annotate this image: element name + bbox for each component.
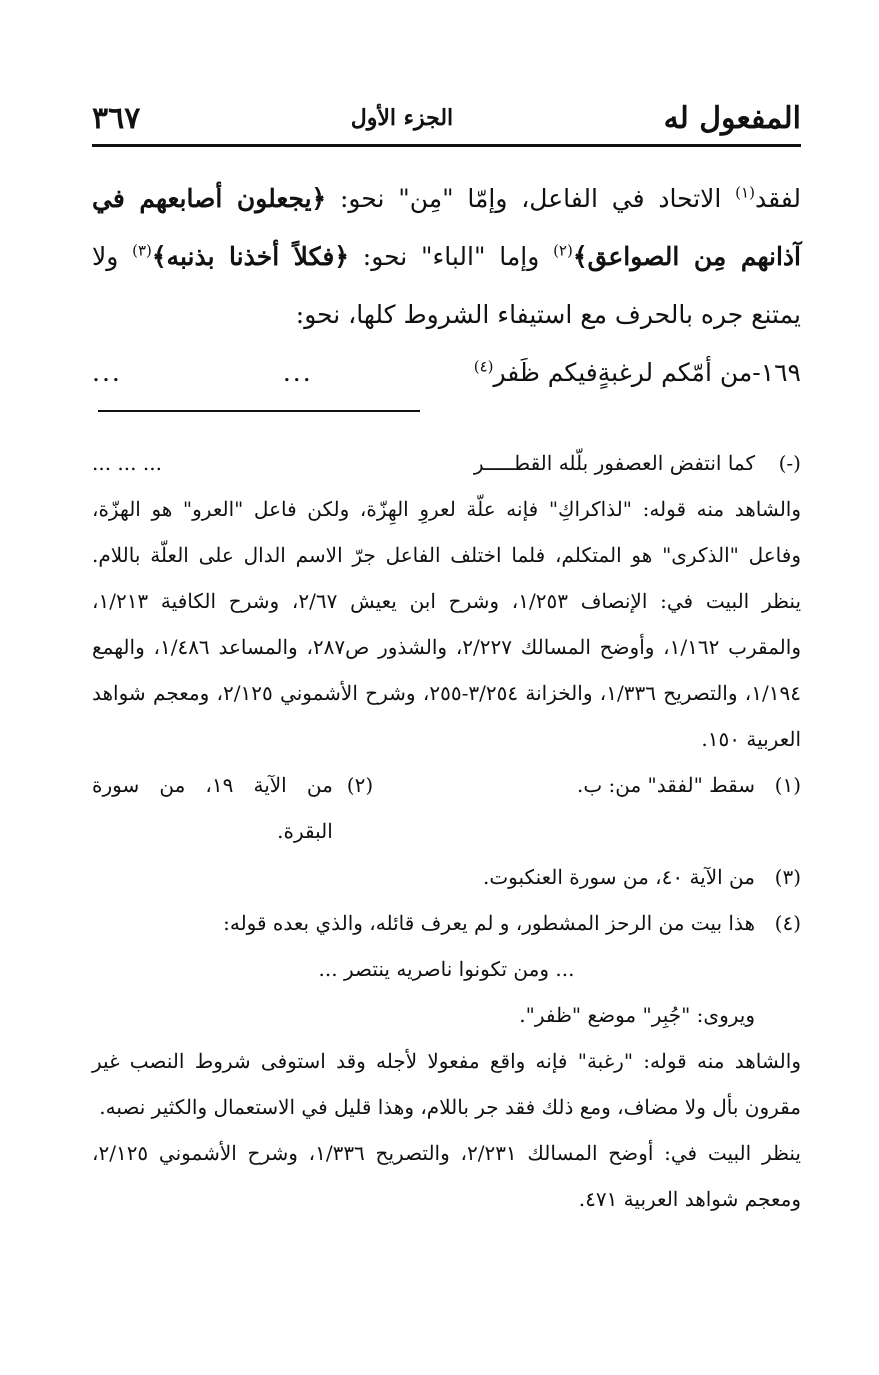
text-run: لفقد (754, 184, 801, 213)
footnote-ref-3: (٣) (132, 241, 152, 260)
footnote-marker: (٣) (774, 865, 801, 889)
footnote-text: هذا بيت من الرحز المشطور، و لم يعرف قائله، والذي بعده قوله: (223, 911, 755, 935)
verse-dots: ... (282, 358, 313, 387)
footnote-ref-2: (٢) (553, 241, 573, 260)
footnote-marker: (-) (778, 451, 801, 475)
footnote-marker: (٤) (774, 911, 801, 935)
verse-169 (92, 344, 801, 402)
footnotes (92, 440, 801, 1222)
footnote-text: من الآية ١٩، من سورة البقرة. (92, 773, 333, 843)
footnote-ref-4: (٤) (473, 357, 494, 376)
verse-dots: ... (92, 358, 122, 387)
continued-verse (92, 440, 755, 486)
chapter-title: المفعول له (663, 100, 801, 136)
main-text (92, 170, 801, 402)
page-header (92, 92, 801, 147)
text-run: ولا يمتنع جره بالحرف مع استيفاء الشروط كلها، نحو: (92, 242, 801, 329)
verse-dots: ... ... ... (92, 451, 162, 475)
verse-text: كما انتفض العصفور بلّله القطـــــر (473, 451, 755, 475)
footnote-separator (98, 410, 420, 412)
footnote-marker: (٢) (346, 773, 374, 797)
text-run: وإما "الباء" نحو: (349, 242, 554, 271)
footnote-text: من الآية ٤٠، من سورة العنكبوت. (482, 865, 755, 889)
footnote-1-2 (92, 762, 801, 854)
text-run: الاتحاد في الفاعل، وإمّا "مِن" نحو: (326, 184, 736, 213)
references-paragraph: ينظر البيت في: أوضح المسالك ٢/٢٣١، والتصريح ١/٣٣٦، وشرح الأشموني ٢/١٢٥، ومعجم شواهد العربية ٤٧١. (92, 1141, 801, 1211)
footnote-ref-1: (١) (735, 183, 755, 202)
part-label: الجزء الأول (350, 105, 454, 131)
main-paragraph (92, 170, 801, 344)
quran-quote-1: ﴿يجعلون أصابعهم في آذانهم مِن الصواعق﴾ (92, 184, 801, 271)
footnote-continued (92, 440, 801, 486)
footnote-verse: ... ومن تكونوا ناصريه ينتصر ... (318, 957, 575, 981)
variant-note: ويروى: "جُبِر" موضع "ظفر". (519, 1003, 755, 1027)
quran-quote-2: ﴿فكلاً أخذنا بذنبه﴾ (151, 242, 350, 271)
footnote-4 (92, 900, 801, 946)
witness-paragraph: والشاهد منه قوله: "لذاكراكِ" فإنه علّة لعروِ الهِزّة، ولكن فاعل "العرو" هو الهزّة، وفاعل "الذكرى" هو المتكلم، فلما اختلف الفاعل جرّ الاسم الدال على العلّة باللام. ينظر البيت في: الإنصاف ١/٢٥٣، وشرح ابن يعيش ٢/٦٧، وشرح الكافية ١/٢١٣، والمقرب ١/١٦٢، وأوضح المسالك ٢/٢٢٧، والشذور ص٢٨٧، والمساعد ١/٤٨٦، والهمع ١/١٩٤، والتصريح ١/٣٣٦، والخزانة ٣/٢٥٤-٢٥٥، وشرح الأشموني ٢/١٢٥، ومعجم شواهد العربية ١٥٠. (92, 497, 802, 751)
page-number: ٣٦٧ (92, 100, 141, 136)
footnote-text: سقط "لفقد" من: ب. (576, 773, 755, 797)
footnote-marker: (١) (774, 773, 801, 797)
witness-paragraph: والشاهد منه قوله: "رغبة" فإنه واقع مفعولا لأجله وقد استوفى شروط النصب غير مقرون بأل ولا مضاف، ومع ذلك فقد جر باللام، وهذا قليل في الاستعمال والكثير نصبه. (92, 1049, 801, 1119)
verse-first-hemistich (474, 344, 801, 402)
verse-text: ١٦٩-من أمّكم لرغبةٍفيكم ظَفر (493, 358, 801, 387)
footnote-3 (92, 854, 801, 900)
